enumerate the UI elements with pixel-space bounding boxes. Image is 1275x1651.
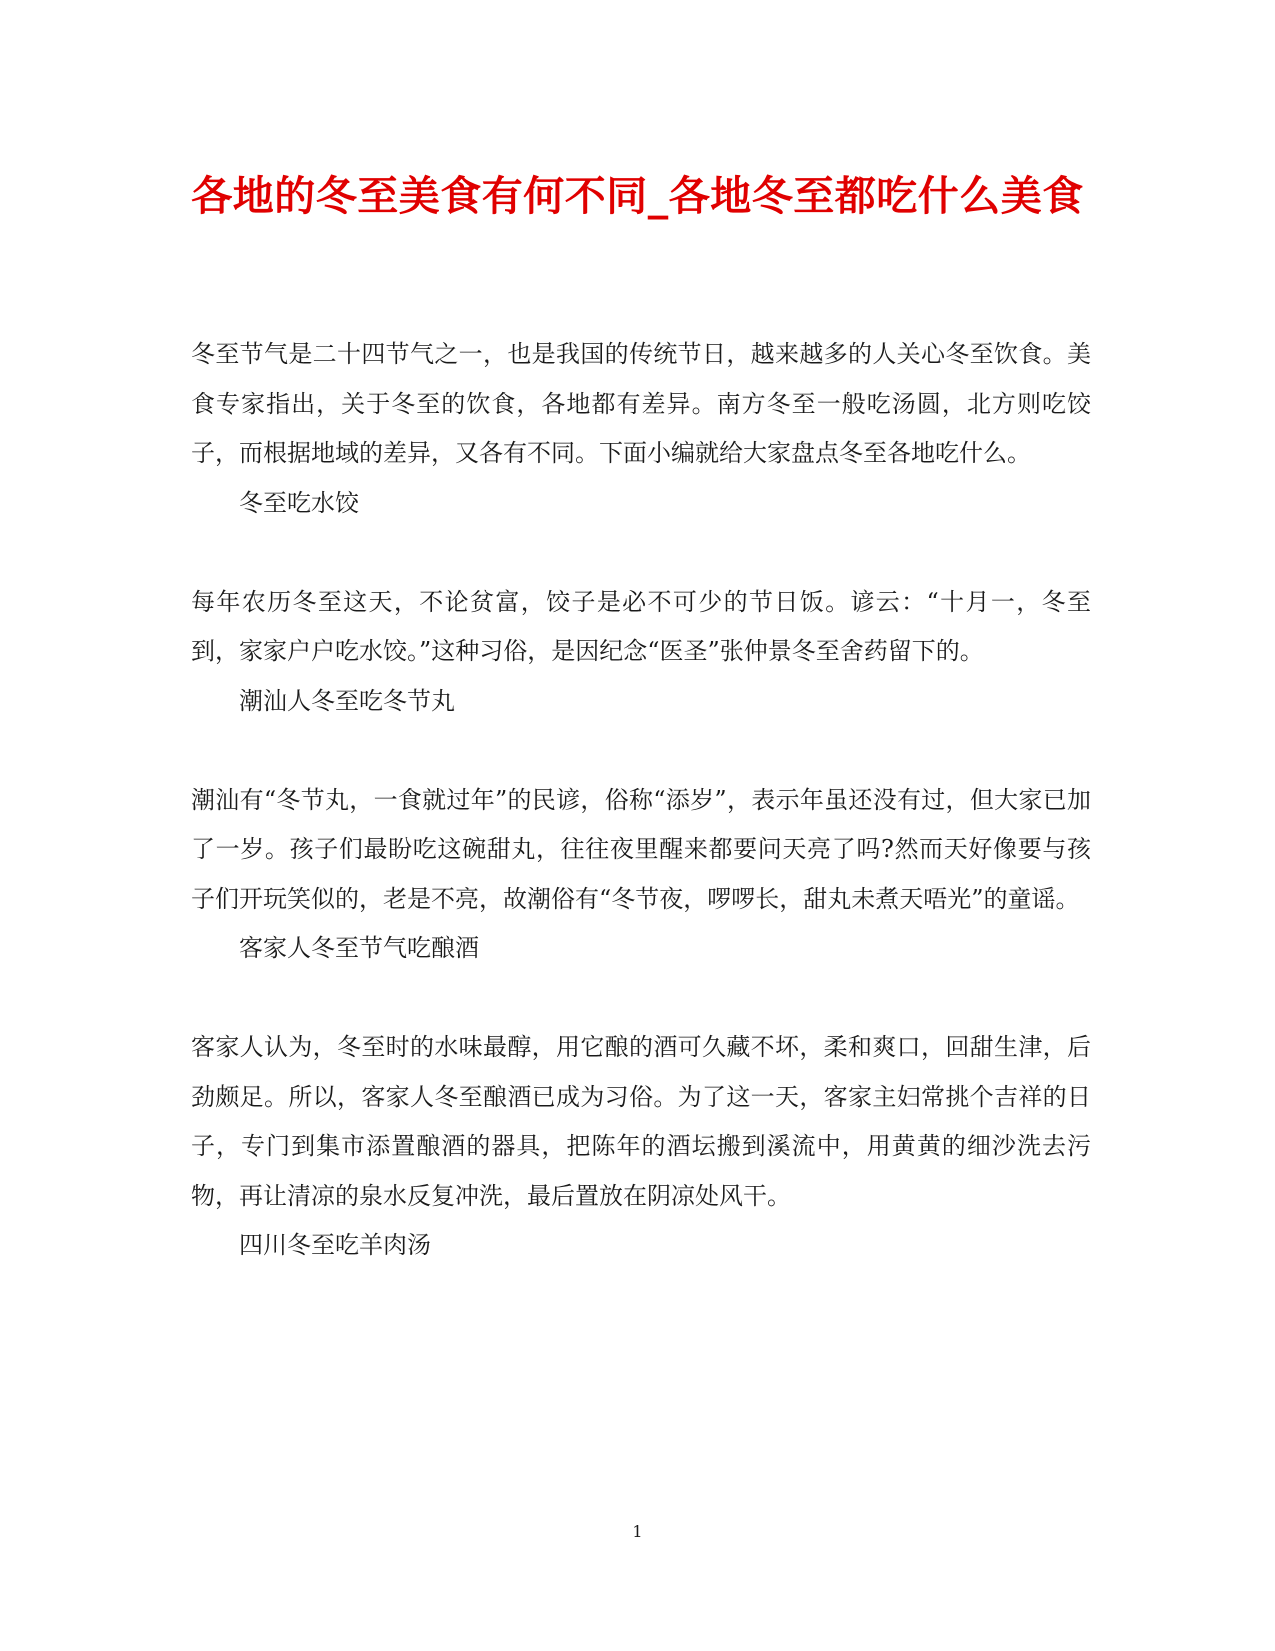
intro-paragraph: 冬至节气是二十四节气之一，也是我国的传统节日，越来越多的人关心冬至饮食。美食专家指出，关于冬至的饮食，各地都有差异。南方冬至一般吃汤圆，北方则吃饺子，而根据地域的差异，又各有不同。下面小编就给大家盘点冬至各地吃什么。	[191, 340, 1091, 467]
section-heading-dumplings: 冬至吃水饺	[239, 488, 359, 517]
section-heading-chaoshan: 潮汕人冬至吃冬节丸	[239, 686, 455, 715]
paragraph-spacer	[191, 726, 1091, 776]
page-number: 1	[632, 1522, 643, 1541]
section-heading-sichuan: 四川冬至吃羊肉汤	[239, 1231, 431, 1259]
document-title: 各地的冬至美食有何不同_各地冬至都吃什么美食	[191, 172, 1084, 220]
section-paragraph-dumplings: 每年农历冬至这天，不论贫富，饺子是必不可少的节日饭。谚云：“十月一，冬至到，家家户户吃水饺。”这种习俗，是因纪念“医圣”张仲景冬至舍药留下的。	[191, 587, 1091, 665]
paragraph-spacer	[191, 528, 1091, 578]
document-body	[191, 330, 1091, 1271]
section-paragraph-hakka: 客家人认为，冬至时的水味最醇，用它酿的酒可久藏不坏，柔和爽口，回甜生津，后劲颇足。所以，客家人冬至酿酒已成为习俗。为了这一天，客家主妇常挑个吉祥的日子，专门到集市添置酿酒的器具，把陈年的酒坛搬到溪流中，用黄黄的细沙洗去污物，再让清凉的泉水反复冲洗，最后置放在阴凉处风干。	[191, 1033, 1091, 1210]
paragraph-spacer	[191, 974, 1091, 1024]
section-paragraph-chaoshan: 潮汕有“冬节丸，一食就过年”的民谚，俗称“添岁”，表示年虽还没有过，但大家已加了一岁。孩子们最盼吃这碗甜丸，往往夜里醒来都要问天亮了吗?然而天好像要与孩子们开玩笑似的，老是不亮，故潮俗有“冬节夜，啰啰长，甜丸未煮天唔光”的童谣。	[191, 785, 1091, 913]
section-heading-hakka: 客家人冬至节气吃酿酒	[239, 934, 479, 962]
